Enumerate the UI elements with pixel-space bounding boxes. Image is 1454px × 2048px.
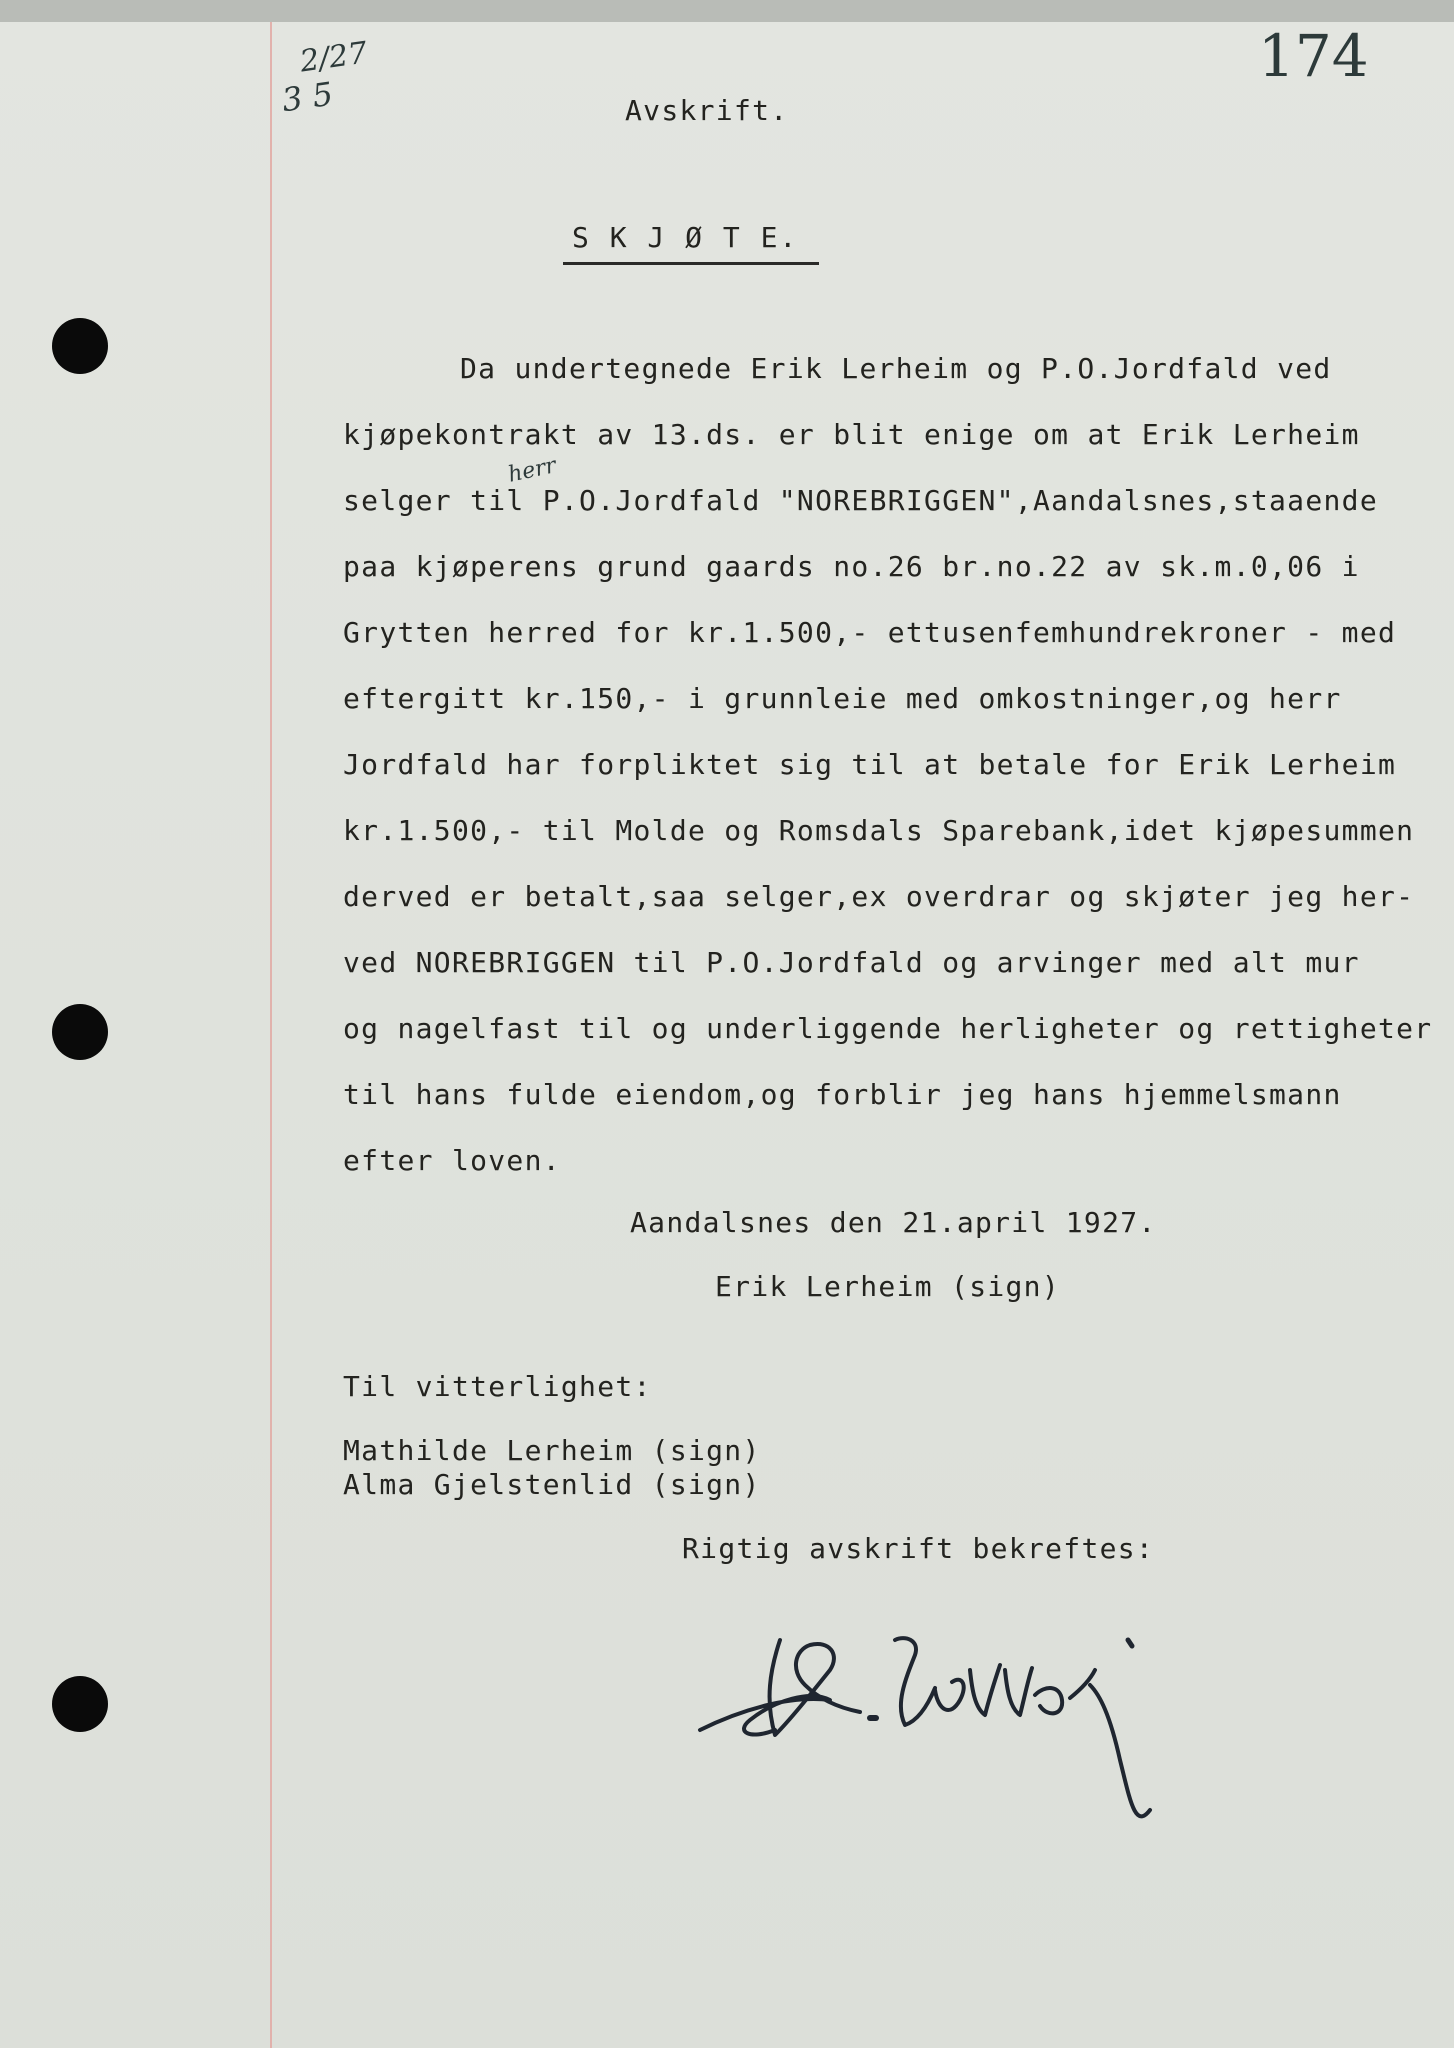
- certification-line: Rigtig avskrift bekreftes:: [682, 1532, 1155, 1565]
- body-line: kr.1.500,- til Molde og Romsdals Sparebank,idet kjøpesummen: [343, 814, 1415, 847]
- witness-name: Mathilde Lerheim (sign): [343, 1434, 761, 1467]
- body-line: paa kjøperens grund gaards no.26 br.no.22 av sk.m.0,06 i: [343, 550, 1360, 583]
- body-line: derved er betalt,saa selger,ex overdrar og skjøter jeg her-: [343, 880, 1415, 913]
- body-line: selger til P.O.Jordfald "NOREBRIGGEN",Aandalsnes,staaende: [343, 484, 1378, 517]
- body-line: ved NOREBRIGGEN til P.O.Jordfald og arvinger med alt mur: [343, 946, 1360, 979]
- document-title: S K J Ø T E.: [572, 221, 799, 254]
- handwritten-insertion: herr: [505, 453, 559, 488]
- punch-hole-top: [52, 318, 108, 374]
- witness-name: Alma Gjelstenlid (sign): [343, 1468, 761, 1501]
- body-line: og nagelfast til og underliggende herligheter og rettigheter: [343, 1012, 1433, 1045]
- body-line: til hans fulde eiendom,og forblir jeg hans hjemmelsmann: [343, 1078, 1342, 1111]
- handwritten-signature: [680, 1600, 1200, 2048]
- page-number: 174: [1258, 22, 1369, 90]
- scan-top-band: [0, 0, 1454, 22]
- seller-signature: Erik Lerheim (sign): [715, 1270, 1060, 1303]
- title-underline: [563, 262, 819, 265]
- body-line: Grytten herred for kr.1.500,- ettusenfemhundrekroner - med: [343, 616, 1397, 649]
- place-date: Aandalsnes den 21.april 1927.: [630, 1206, 1157, 1239]
- punch-hole-middle: [52, 1004, 108, 1060]
- body-line: Da undertegnede Erik Lerheim og P.O.Jordfald ved: [460, 352, 1332, 385]
- body-line: efter loven.: [343, 1144, 561, 1177]
- body-line: kjøpekontrakt av 13.ds. er blit enige om at Erik Lerheim: [343, 418, 1360, 451]
- body-line: Jordfald har forpliktet sig til at betale for Erik Lerheim: [343, 748, 1397, 781]
- punch-hole-bottom: [52, 1676, 108, 1732]
- witness-heading: Til vitterlighet:: [343, 1370, 652, 1403]
- margin-date-bottom: 3 5: [279, 74, 336, 120]
- header-label: Avskrift.: [625, 94, 789, 127]
- body-line: eftergitt kr.150,- i grunnleie med omkostninger,og herr: [343, 682, 1342, 715]
- margin-date-top: 2/27: [297, 35, 370, 80]
- red-margin-line: [270, 22, 272, 2048]
